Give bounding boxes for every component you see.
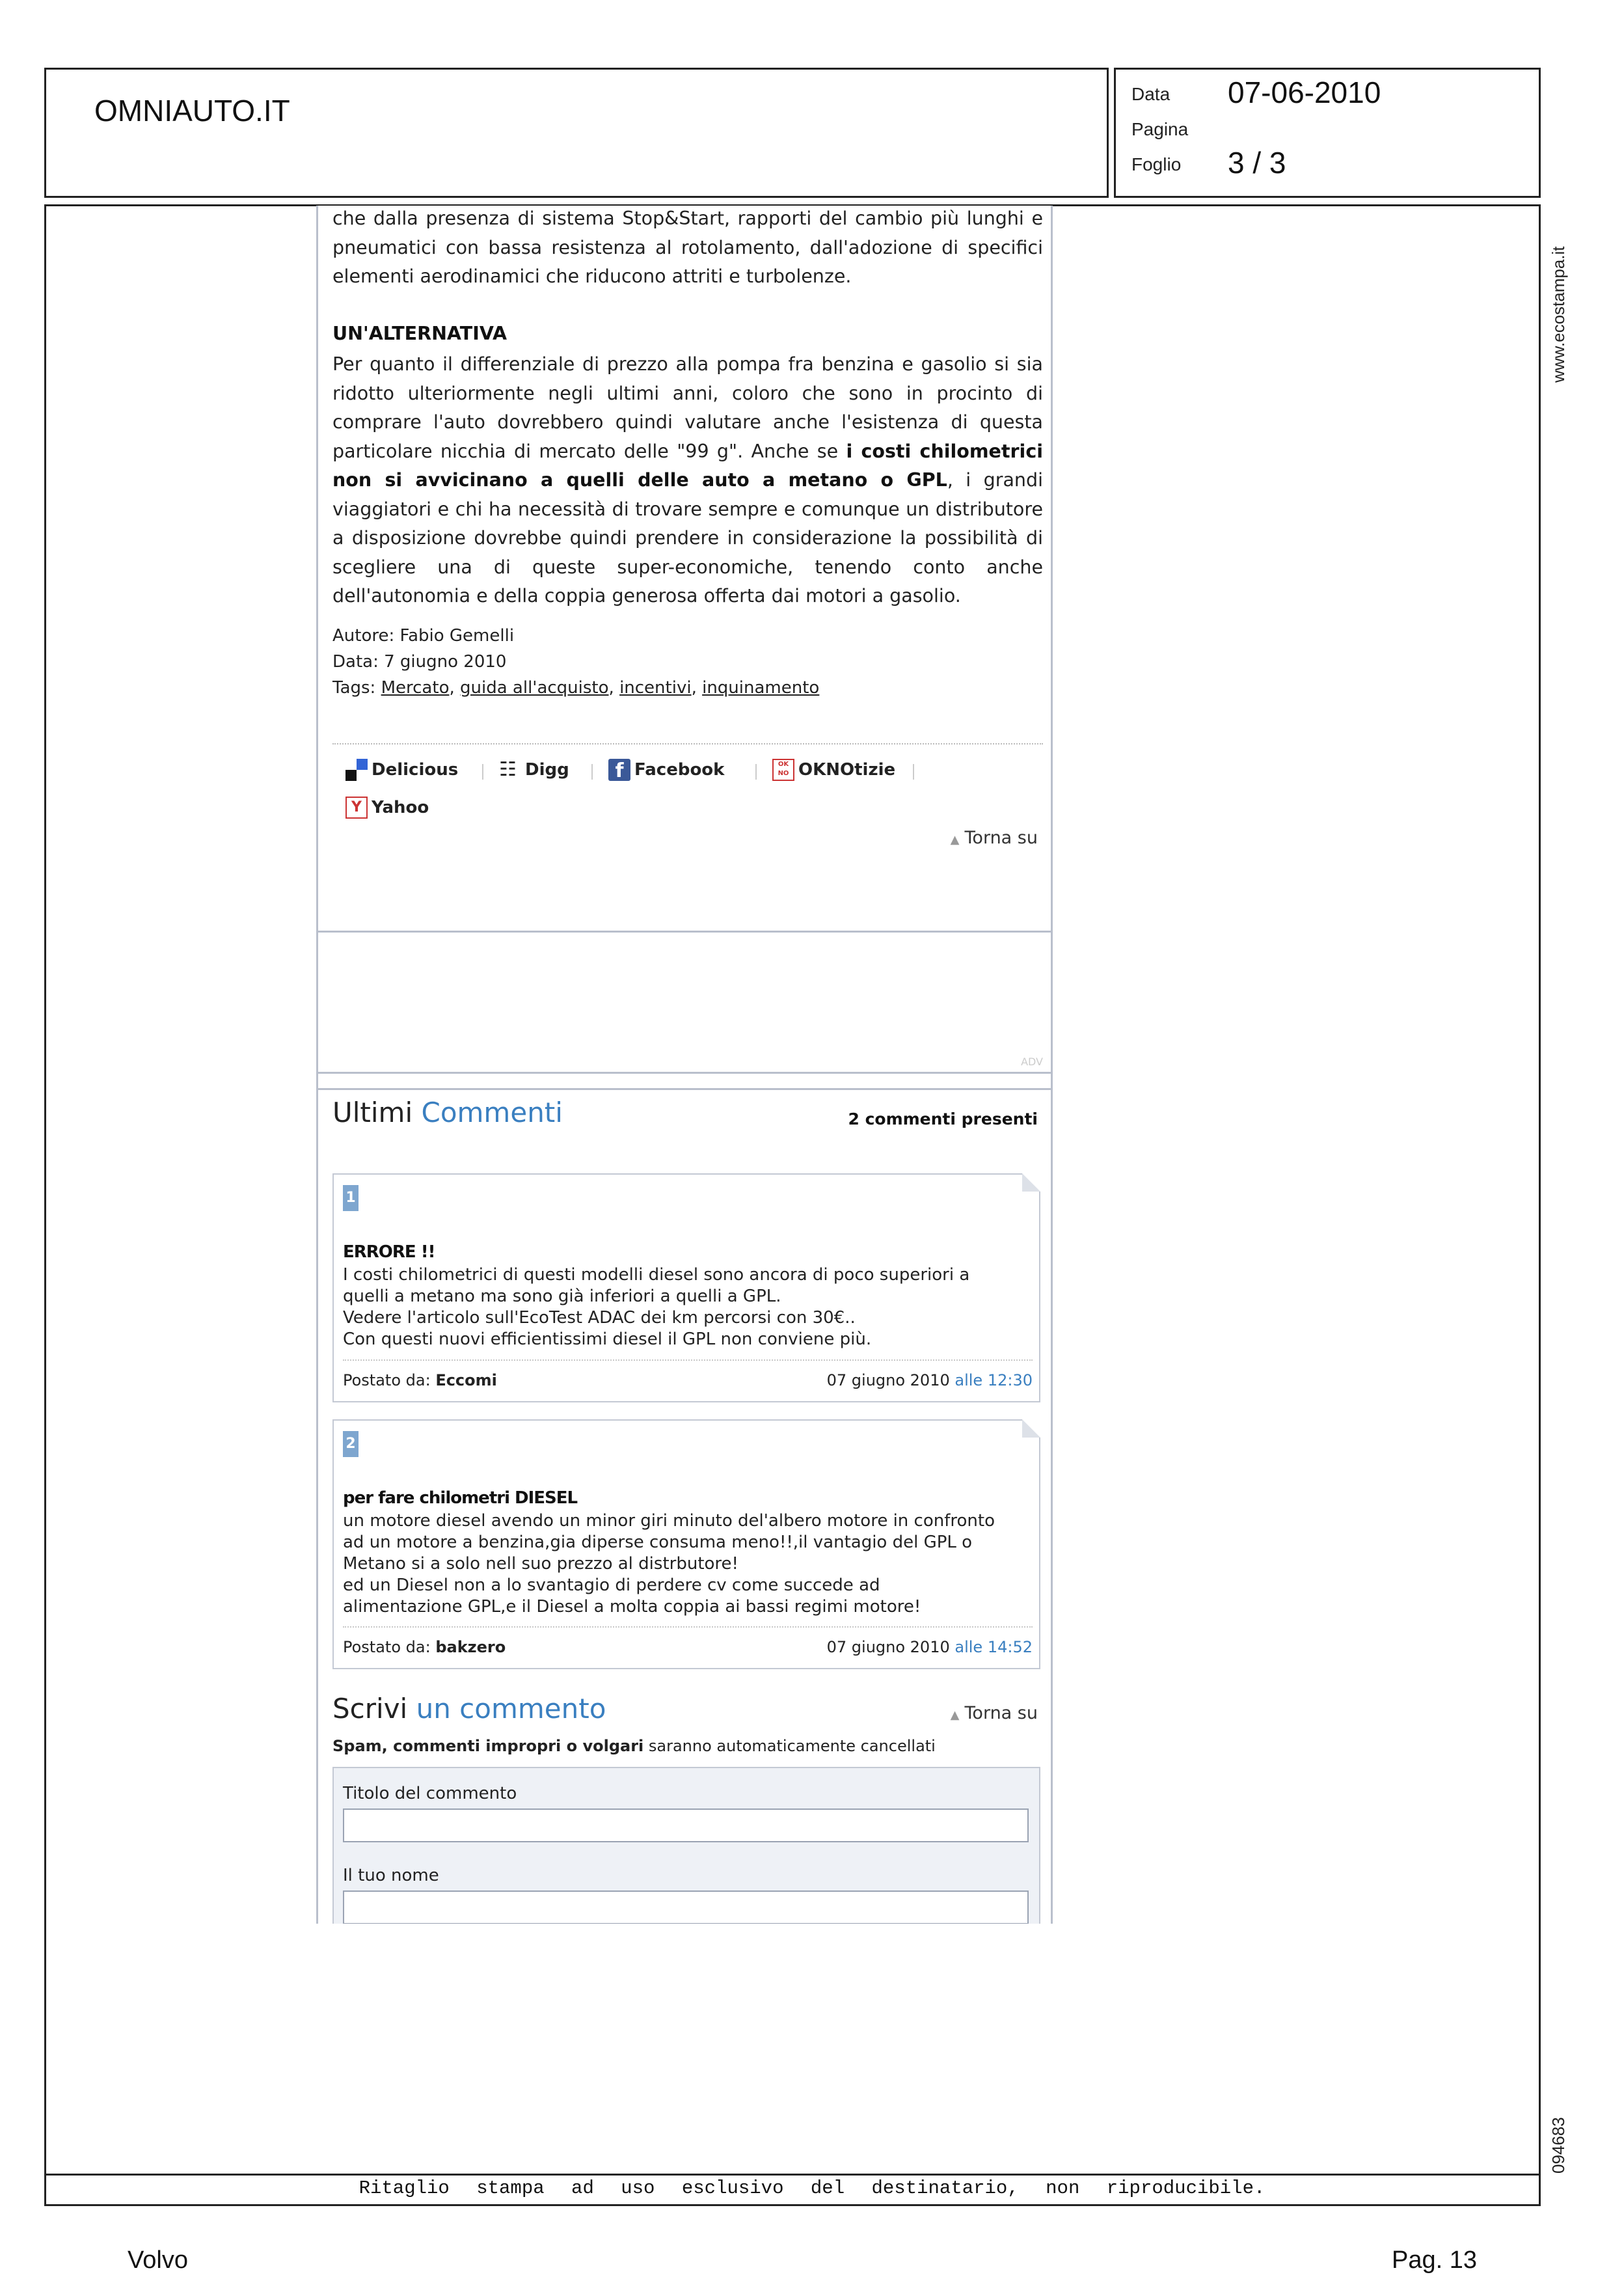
- foglio-label: Foglio: [1131, 154, 1182, 174]
- foglio-value: 3 / 3: [1228, 146, 1286, 180]
- tag-link[interactable]: incentivi: [619, 678, 692, 698]
- oknotizie-icon: OK NO: [772, 759, 794, 781]
- share-yahoo[interactable]: Y Yahoo: [345, 797, 429, 819]
- divider: [343, 1359, 1033, 1361]
- comment-item: [332, 1419, 1040, 1669]
- tag-link[interactable]: inquinamento: [702, 678, 820, 698]
- section-title: UN'ALTERNATIVA: [332, 323, 507, 344]
- article-clipping: [315, 206, 1057, 1924]
- tag-link[interactable]: guida all'acquisto: [460, 678, 609, 698]
- article-paragraph-1: che dalla presenza di sistema Stop&Start, rapporti del cambio più lunghi e pneumatici con bassa resistenza al rotolamento, dall'adozione di specifici elementi aerodinamici che riducono attriti e turbolenze.: [332, 208, 1043, 287]
- name-field-label: Il tuo nome: [343, 1866, 439, 1885]
- comments-count: 2 commenti presenti: [848, 1110, 1038, 1128]
- pagina-label: Pagina: [1131, 119, 1189, 139]
- header-meta-box: [1114, 68, 1541, 198]
- footer-page-number: Pag. 13: [1392, 2246, 1477, 2274]
- header-publication-box: [44, 68, 1109, 198]
- article-paragraph-2: Per quanto il differenziale di prezzo alla pompa fra benzina e gasolio si sia ridotto ulteriormente negli ultimi anni, coloro che sono in procinto di comprare l'auto dovrebbero quindi valutare anche l'esistenza di questa particolare nicchia di mercato delle "99 g". Anche se i costi chilometrici non si avvicinano a quelli delle auto a metano o GPL, i grandi viaggiatori e chi ha necessità di trovare sempre e comunque un distributore a disposizione dovrebbe quindi prendere in considerazione la possibilità di scegliere una di queste super-economiche, tenendo conto anche dell'autonomia e della coppia generosa offerta dai motori a gasolio.: [332, 353, 1043, 607]
- adv-panel: [316, 931, 1053, 1074]
- footer-brand: Volvo: [128, 2246, 188, 2274]
- digg-icon: ☷: [499, 758, 517, 781]
- share-separator: [755, 764, 757, 780]
- data-label: Data: [1131, 84, 1171, 104]
- frame-divider: [44, 2174, 1541, 2176]
- comment-title: ERRORE !!: [343, 1242, 435, 1262]
- name-input[interactable]: [343, 1890, 1029, 1924]
- comment-author: bakzero: [435, 1638, 506, 1656]
- side-website: www.ecostampa.it: [1549, 246, 1568, 383]
- publication-name: OMNIAUTO.IT: [94, 94, 290, 128]
- divider: [343, 1626, 1033, 1628]
- comment-footer: Postato da: bakzero 07 giugno 2010 alle 14:52: [343, 1638, 1033, 1656]
- page-fold-icon: [1022, 1173, 1040, 1192]
- comment-number: 2: [343, 1431, 359, 1457]
- comment-form: [332, 1767, 1040, 1924]
- delicious-icon: [345, 759, 368, 781]
- share-oknotizie[interactable]: OK NO OKNOtizie: [772, 759, 895, 781]
- article-author: Autore: Fabio Gemelli: [332, 626, 515, 646]
- article-date: Data: 7 giugno 2010: [332, 652, 507, 672]
- title-field-label: Titolo del commento: [343, 1784, 517, 1803]
- comment-footer: Postato da: Eccomi 07 giugno 2010 alle 12:30: [343, 1371, 1033, 1389]
- yahoo-icon: Y: [345, 797, 368, 819]
- up-arrow-icon: ▲: [950, 1708, 960, 1722]
- back-to-top-link[interactable]: ▲ Torna su: [950, 1703, 1038, 1723]
- article-tags: Tags: Mercato, guida all'acquisto, incentivi, inquinamento: [332, 678, 820, 698]
- divider: [332, 743, 1043, 744]
- comment-author: Eccomi: [435, 1371, 497, 1389]
- share-separator: [591, 764, 593, 780]
- comment-title: per fare chilometri DIESEL: [343, 1488, 578, 1508]
- comment-body: I costi chilometrici di questi modelli diesel sono ancora di poco superiori a quelli a metano ma sono già inferiori a quelli a GPL. Vedere l'articolo sull'EcoTest ADAC dei km percorsi con 30€.. Con questi nuovi efficientissimi diesel il GPL non conviene più.: [343, 1265, 970, 1349]
- share-delicious[interactable]: Delicious: [345, 759, 458, 781]
- write-comment-title: Scrivi un commento: [332, 1693, 606, 1725]
- share-facebook[interactable]: f Facebook: [608, 759, 724, 781]
- share-separator: [913, 764, 914, 780]
- comment-item: [332, 1173, 1040, 1402]
- share-separator: [482, 764, 483, 780]
- adv-label: ADV: [1021, 1056, 1043, 1068]
- share-digg[interactable]: ☷ Digg: [499, 758, 569, 781]
- tag-link[interactable]: Mercato: [381, 678, 450, 698]
- comments-panel: [316, 1088, 1053, 1924]
- disclaimer: Ritaglio stampa ad uso esclusivo del destinatario, non riproducibile.: [359, 2177, 1265, 2199]
- comment-title-input[interactable]: [343, 1808, 1029, 1842]
- page-fold-icon: [1022, 1419, 1040, 1438]
- back-to-top-link[interactable]: ▲ Torna su: [950, 828, 1038, 848]
- up-arrow-icon: ▲: [950, 833, 960, 847]
- side-code: 094683: [1549, 2117, 1568, 2174]
- facebook-icon: f: [608, 759, 630, 781]
- comment-body: un motore diesel avendo un minor giri minuto del'albero motore in confronto ad un motore a benzina,gia diperse consuma meno!!,il vantagio del GPL o Metano si a solo nell suo prezzo al distrbutore! ed un Diesel non a lo svantagio di perdere cv come succede ad alimentazione GPL,e il Diesel a molta coppia ai bassi regimi motore!: [343, 1511, 995, 1617]
- data-value: 07-06-2010: [1228, 75, 1381, 109]
- comments-title: Ultimi Commenti: [332, 1097, 563, 1128]
- spam-warning: Spam, commenti impropri o volgari saranno automaticamente cancellati: [332, 1737, 936, 1755]
- comment-number: 1: [343, 1185, 359, 1211]
